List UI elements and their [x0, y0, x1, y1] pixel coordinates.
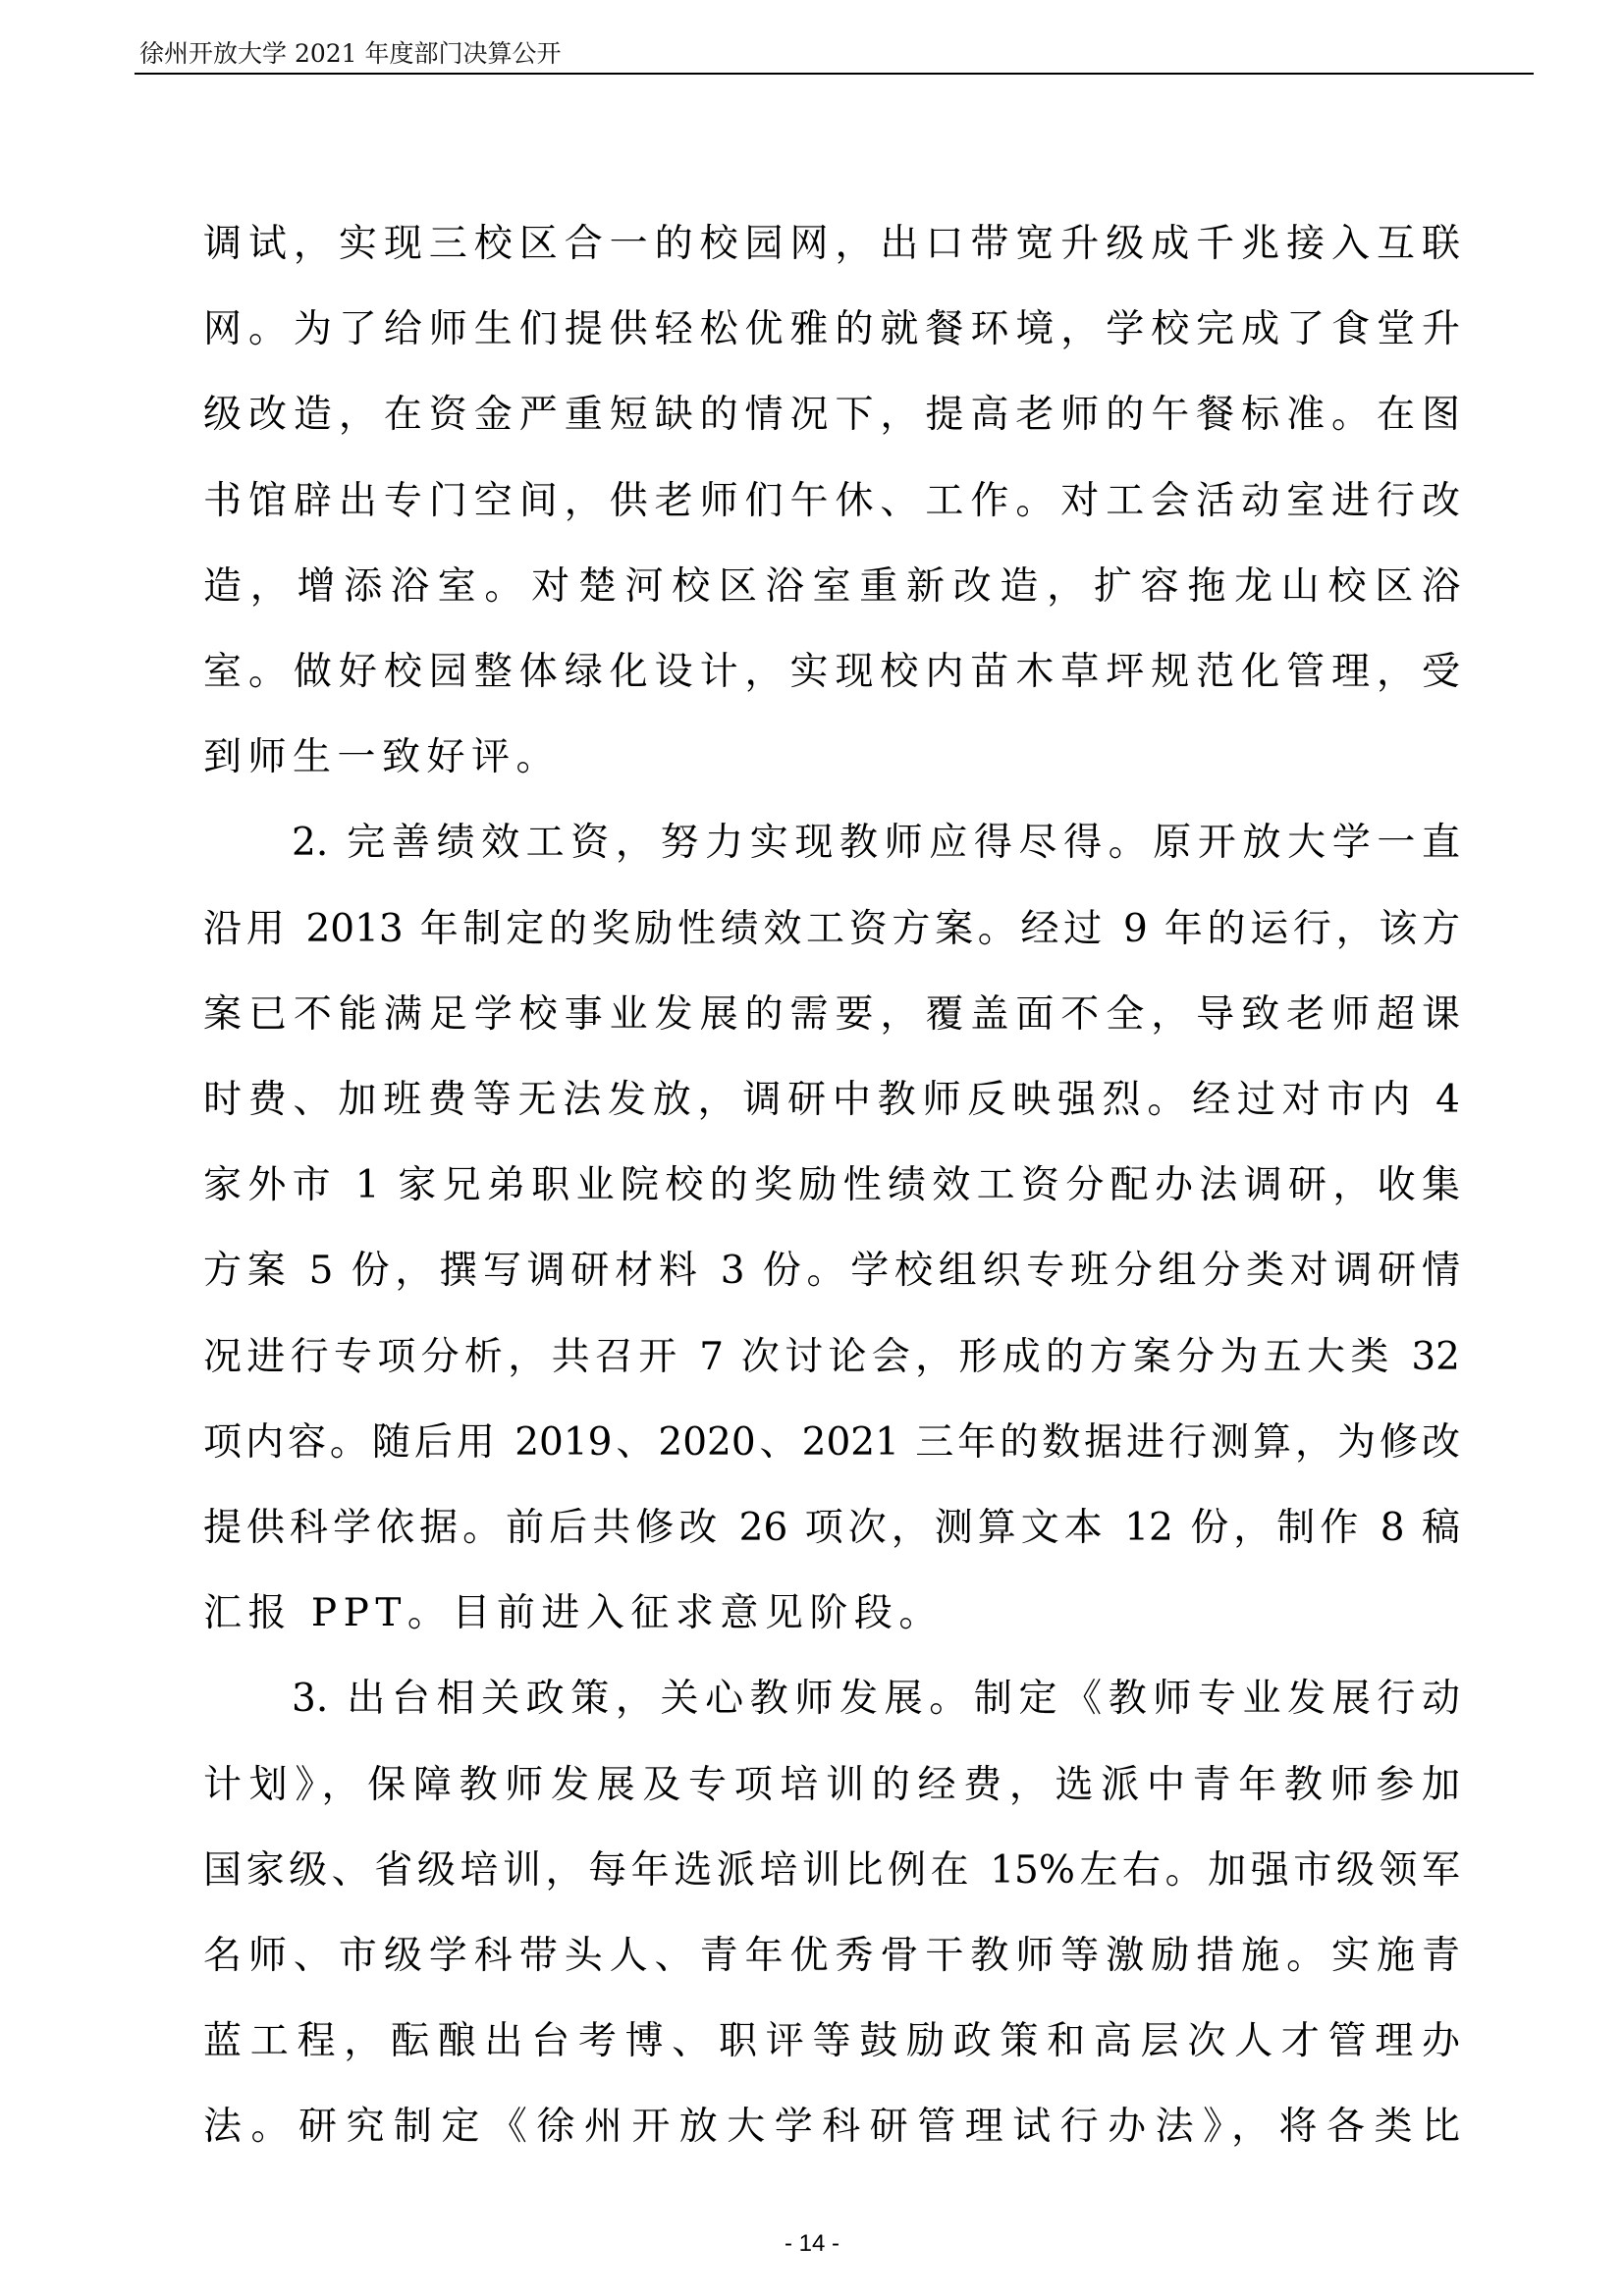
paragraph-1-line-1: 调试，实现三校区合一的校园网，出口带宽升级成千兆接入互联	[203, 222, 1460, 266]
paragraph-2-line-7: 况进行专项分析，共召开 7 次讨论会，形成的方案分为五大类 32	[203, 1335, 1460, 1379]
paragraph-2-line-6: 方案 5 份，撰写调研材料 3 份。学校组织专班分组分类对调研情	[203, 1249, 1460, 1293]
paragraph-3-line-2: 计划》，保障教师发展及专项培训的经费，选派中青年教师参加	[203, 1763, 1460, 1807]
paragraph-2-line-8: 项内容。随后用 2019、2020、2021 三年的数据进行测算，为修改	[203, 1420, 1460, 1465]
paragraph-1-line-6: 室。做好校园整体绿化设计，实现校内苗木草坪规范化管理，受	[203, 650, 1460, 694]
paragraph-3-line-5: 蓝工程，酝酿出台考博、职评等鼓励政策和高层次人才管理办	[203, 2019, 1460, 2063]
paragraph-2-line-5: 家外市 1 家兄弟职业院校的奖励性绩效工资分配办法调研，收集	[203, 1163, 1460, 1207]
paragraph-3-line-1: 3. 出台相关政策，关心教师发展。制定《教师专业发展行动	[292, 1677, 1460, 1721]
paragraph-2-line-2: 沿用 2013 年制定的奖励性绩效工资方案。经过 9 年的运行，该方	[203, 907, 1460, 951]
paragraph-2-line-4: 时费、加班费等无法发放，调研中教师反映强烈。经过对市内 4	[203, 1078, 1460, 1122]
paragraph-2-line-1: 2. 完善绩效工资，努力实现教师应得尽得。原开放大学一直	[292, 821, 1460, 865]
paragraph-1-line-7: 到师生一致好评。	[203, 735, 562, 779]
paragraph-1-line-4: 书馆辟出专门空间，供老师们午休、工作。对工会活动室进行改	[203, 479, 1460, 523]
header-divider	[135, 73, 1534, 75]
paragraph-1-line-3: 级改造，在资金严重短缺的情况下，提高老师的午餐标准。在图	[203, 393, 1460, 437]
paragraph-2-line-3: 案已不能满足学校事业发展的需要，覆盖面不全，导致老师超课	[203, 992, 1460, 1037]
paragraph-2-line-10: 汇报 PPT。目前进入征求意见阶段。	[203, 1591, 944, 1635]
paragraph-3-line-4: 名师、市级学科带头人、青年优秀骨干教师等激励措施。实施青	[203, 1934, 1460, 1978]
paragraph-3-line-6: 法。研究制定《徐州开放大学科研管理试行办法》，将各类比	[203, 2105, 1460, 2149]
paragraph-1-line-2: 网。为了给师生们提供轻松优雅的就餐环境，学校完成了食堂升	[203, 307, 1460, 351]
paragraph-2-line-9: 提供科学依据。前后共修改 26 项次，测算文本 12 份，制作 8 稿	[203, 1506, 1460, 1550]
page-header-title: 徐州开放大学 2021 年度部门决算公开	[139, 39, 562, 68]
paragraph-3-line-3: 国家级、省级培训，每年选派培训比例在 15%左右。加强市级领军	[203, 1848, 1460, 1893]
paragraph-1-line-5: 造，增添浴室。对楚河校区浴室重新改造，扩容拖龙山校区浴	[203, 564, 1460, 609]
page-number: - 14 -	[784, 2230, 839, 2257]
